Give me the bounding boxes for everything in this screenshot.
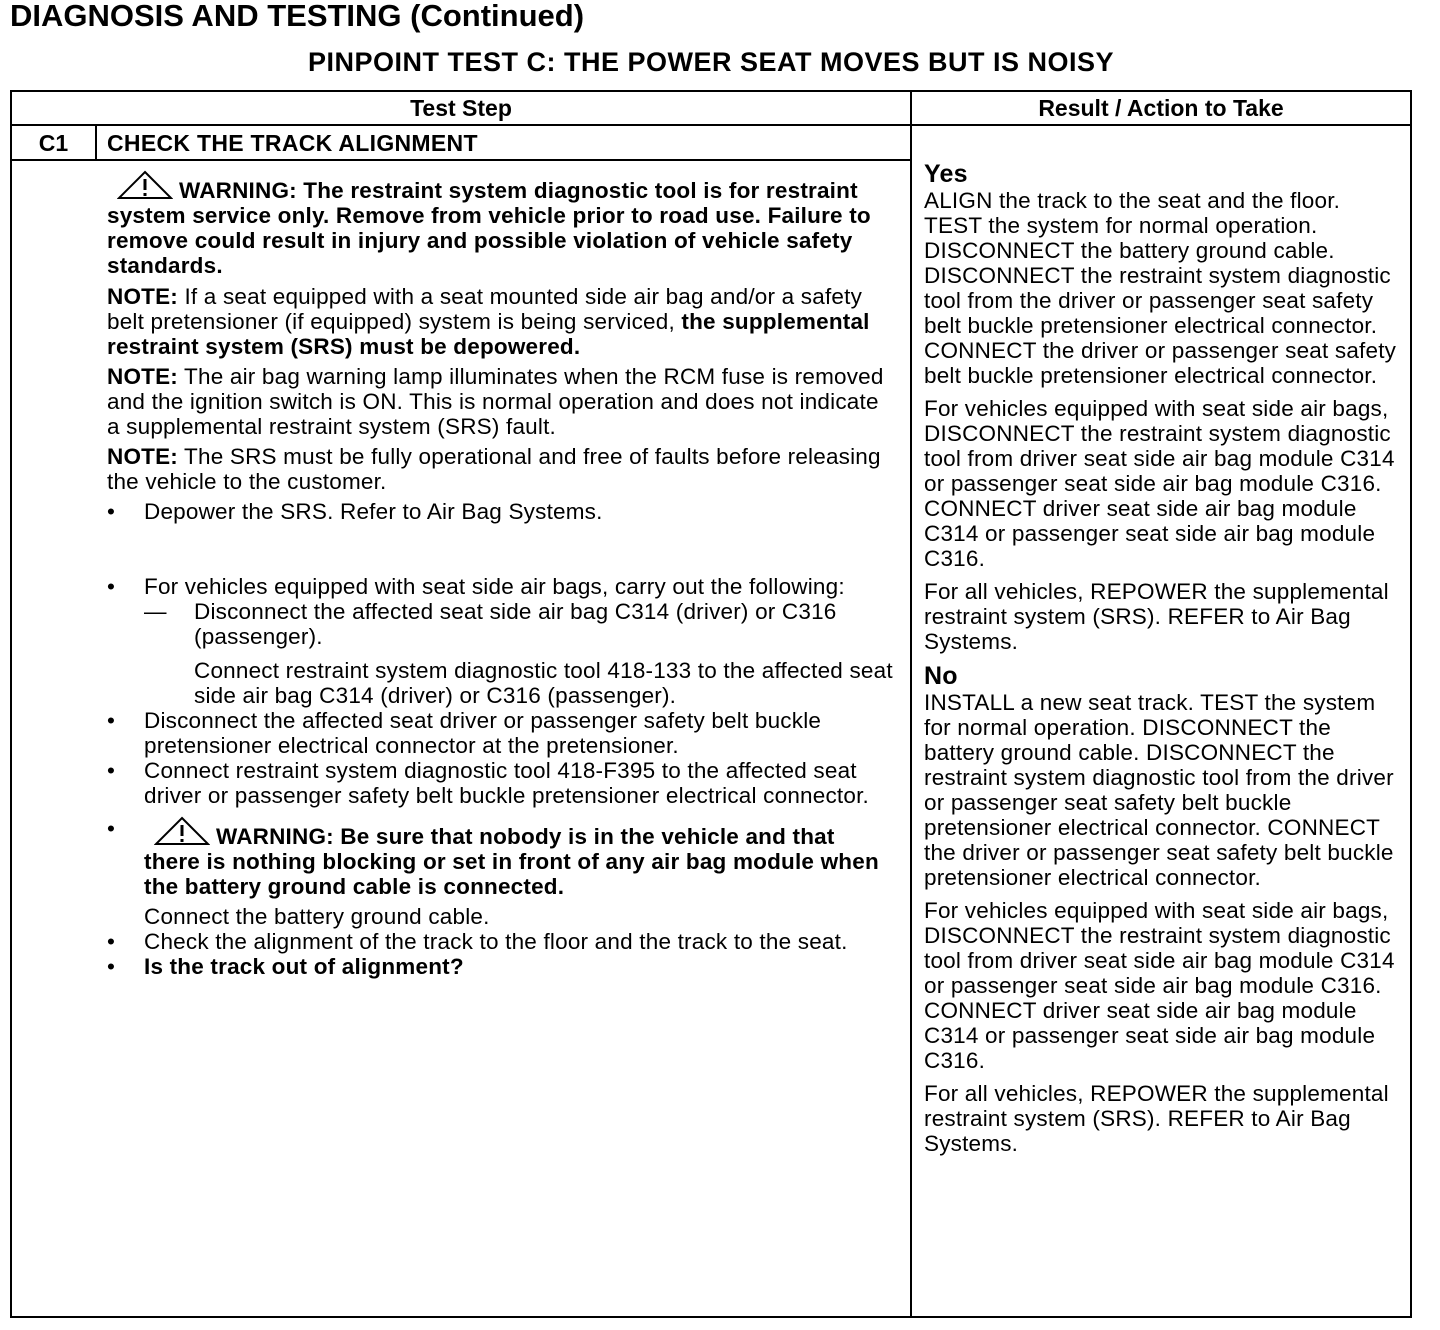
warning-text: WARNING: The restraint system diagnostic tool is for restraint system service only. Remove from vehicle prior to road use. Failure to remove could result in injury and possible violation of vehicle safety standards. <box>107 178 871 278</box>
result-no-side-airbags: For vehicles equipped with seat side air bags, DISCONNECT the restraint system diagnostic tool from driver seat side air bag module C314 or passenger seat side air bag module C316. CONNECT driver seat side air bag module C314 or passenger seat side air bag module C316. <box>924 898 1395 1073</box>
step-text: For vehicles equipped with seat side air bags, carry out the following: <box>144 574 845 599</box>
sub-step-text: Connect restraint system diagnostic tool 418-133 to the affected seat side air bag C314 (driver) or C316 (passenger). <box>194 658 893 708</box>
note-text: The air bag warning lamp illuminates when the RCM fuse is removed and the ignition switch is ON. This is normal operation and does not indicate a supplemental restraint system (SRS) fault. <box>107 364 884 439</box>
warning-triangle-icon <box>154 816 210 846</box>
note-text: The SRS must be fully operational and free of faults before releasing the vehicle to the customer. <box>107 444 881 494</box>
step-text: Disconnect the affected seat driver or passenger safety belt buckle pretensioner electrical connector at the pretensioner. <box>144 708 822 758</box>
test-step-content <box>107 170 897 979</box>
step-text: Connect restraint system diagnostic tool 418-F395 to the affected seat driver or passenger safety belt buckle pretensioner electrical connector. <box>144 758 869 808</box>
bullet-mark: • <box>107 954 116 979</box>
list-item <box>107 574 897 599</box>
header-test-step: Test Step <box>410 95 512 121</box>
note-warning-lamp <box>107 364 897 439</box>
result-no-repower: For all vehicles, REPOWER the supplemental restraint system (SRS). REFER to Air Bag Systems. <box>924 1081 1389 1156</box>
note-label: NOTE: <box>107 284 178 309</box>
result-content <box>924 160 1404 1164</box>
step-text: Depower the SRS. Refer to Air Bag Systems. <box>144 499 603 524</box>
list-item <box>107 499 897 524</box>
header-result: Result / Action to Take <box>1038 95 1284 121</box>
bullet-mark: • <box>107 708 116 733</box>
list-item <box>107 708 897 758</box>
list-item <box>107 599 897 708</box>
bullet-mark: • <box>107 499 116 524</box>
note-label: NOTE: <box>107 364 178 389</box>
sub-step-text: Disconnect the affected seat side air bag C314 (driver) or C316 (passenger). <box>194 599 837 649</box>
dash-mark: — <box>144 599 167 624</box>
list-item <box>107 758 897 808</box>
result-yes-side-airbags: For vehicles equipped with seat side air bags, DISCONNECT the restraint system diagnostic tool from driver seat side air bag module C314 or passenger seat side air bag module C316. CONNECT driver seat side air bag module C314 or passenger seat side air bag module C316. <box>924 396 1395 571</box>
note-label: NOTE: <box>107 444 178 469</box>
bullet-mark: • <box>107 758 116 783</box>
bullet-mark: • <box>107 574 116 599</box>
bullet-mark: • <box>107 816 116 841</box>
step-id-divider <box>95 124 97 160</box>
step-id: C1 <box>38 130 69 156</box>
warning-battery-cable <box>144 816 897 899</box>
result-yes-action: ALIGN the track to the seat and the floor. TEST the system for normal operation. DISCONNECT the battery ground cable. DISCONNECT the restraint system diagnostic tool from the driver or passenger seat safety belt buckle pretensioner electrical connector. CONNECT the driver or passenger seat safety belt buckle pretensioner electrical connector. <box>924 188 1397 388</box>
result-no-label: No <box>924 662 958 690</box>
sub-step <box>144 599 897 649</box>
sub-step <box>144 658 897 708</box>
note-text: If a seat equipped with a seat mounted side air bag and/or a safety belt pretensioner (if equipped) system is being serviced, <box>107 284 863 334</box>
result-yes-repower: For all vehicles, REPOWER the supplemental restraint system (SRS). REFER to Air Bag Systems. <box>924 579 1389 654</box>
column-divider <box>910 90 912 1318</box>
note-emphasis: the supplemental restraint system (SRS) must be depowered. <box>107 309 870 359</box>
note-seat-airbag <box>107 284 897 359</box>
note-srs-operational <box>107 444 897 494</box>
list-item <box>107 954 897 979</box>
bullet-mark: • <box>107 929 116 954</box>
result-no-action: INSTALL a new seat track. TEST the system for normal operation. DISCONNECT the battery ground cable. DISCONNECT the restraint system diagnostic tool from the driver or passenger seat safety belt buckle pretensioner electrical connector. CONNECT the driver or passenger seat safety belt buckle pretensioner electrical connector. <box>924 690 1394 890</box>
warning-restraint-tool <box>107 170 897 278</box>
warning-text: WARNING: Be sure that nobody is in the vehicle and that there is nothing blocking or set in front of any air bag module when the battery ground cable is connected. <box>144 824 879 899</box>
question-text: Is the track out of alignment? <box>144 954 464 979</box>
step-text: Check the alignment of the track to the floor and the track to the seat. <box>144 929 848 954</box>
list-item <box>107 929 897 954</box>
step-title: CHECK THE TRACK ALIGNMENT <box>107 130 478 156</box>
page-heading: DIAGNOSIS AND TESTING (Continued) <box>10 0 585 33</box>
list-item <box>107 816 897 929</box>
warning-triangle-icon <box>117 170 173 200</box>
step-text: Connect the battery ground cable. <box>144 904 490 929</box>
result-yes-label: Yes <box>924 160 968 188</box>
test-title: PINPOINT TEST C: THE POWER SEAT MOVES BUT IS NOISY <box>307 47 1115 77</box>
